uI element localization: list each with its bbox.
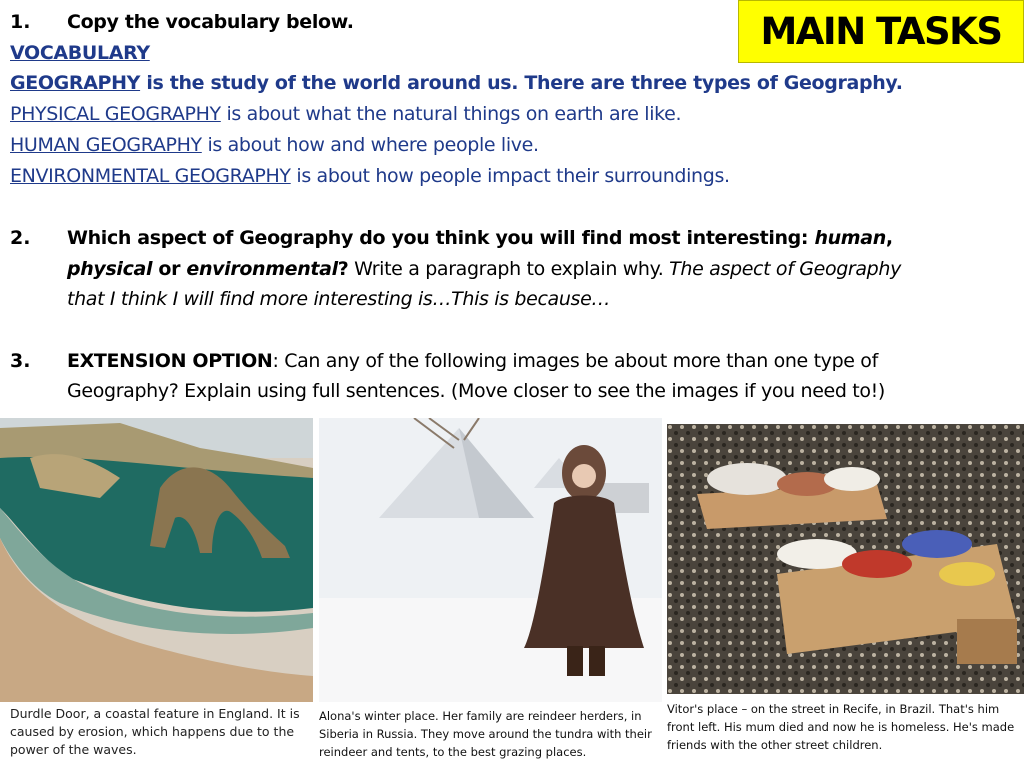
extension-option-label: EXTENSION OPTION [67,350,273,372]
env-def-text: is about how people impact their surroundings. [290,165,730,187]
geography-definition [10,68,903,99]
task2-sentence-starter-a: The aspect of Geography [669,258,901,280]
physical-geography-term: PHYSICAL GEOGRAPHY [10,103,221,125]
vitor-illustration [667,424,1024,694]
geography-term: GEOGRAPHY [10,72,141,94]
task1-number: 1. [10,11,31,33]
task1-text: Copy the vocabulary below. [67,11,354,33]
durdle-door-photo [0,418,313,702]
geography-def-text: is the study of the world around us. There are three types of Geography. [140,72,903,94]
human-geography-term: HUMAN GEOGRAPHY [10,134,202,156]
task2-number: 2. [10,227,31,249]
task2-environmental: environmental [186,258,338,280]
environmental-geography-term: ENVIRONMENTAL GEOGRAPHY [10,165,291,187]
vitor-recife-photo [667,424,1024,694]
task2-or: or [152,258,187,280]
task2-qmark: ? [337,258,349,280]
task3-number: 3. [10,350,31,372]
physical-geography-definition [10,99,681,130]
human-geography-definition [10,130,539,161]
physical-def-text: is about what the natural things on earth are like. [220,103,682,125]
durdle-door-illustration [0,418,313,702]
vitor-caption: Vitor's place – on the street in Recife, in Brazil. That's him front left. His mum died and now he is homeless. He's made friends with the other street children. [667,702,1015,752]
task2-human: human [814,227,886,249]
task2-line1 [67,223,893,254]
durdle-door-caption: Durdle Door, a coastal feature in England. It is caused by erosion, which happens due to the power of the waves. [10,706,300,757]
task2-instruction: Write a paragraph to explain why. [348,258,670,280]
alona-siberia-photo [319,418,662,702]
alona-illustration [319,418,662,702]
human-def-text: is about how and where people live. [201,134,539,156]
vocabulary-heading: VOCABULARY [10,42,150,64]
task3-line1 [67,346,878,377]
task2-physical: physical [67,258,153,280]
task2-comma: , [885,227,893,249]
task2-question: Which aspect of Geography do you think you will find most interesting: [67,227,815,249]
task2-sentence-starter-b: that I think I will find more interesting is…This is because… [67,288,611,310]
main-tasks-badge: MAIN TASKS [738,0,1024,63]
task2-line2 [67,254,901,285]
alona-caption: Alona's winter place. Her family are reindeer herders, in Siberia in Russia. They move around the tundra with their reindeer and tents, to the best grazing places. [319,709,652,759]
task3-line1-text: : Can any of the following images be about more than one type of [272,350,878,372]
environmental-geography-definition [10,161,730,192]
task3-line2: Geography? Explain using full sentences. (Move closer to see the images if you need to!) [67,380,885,402]
